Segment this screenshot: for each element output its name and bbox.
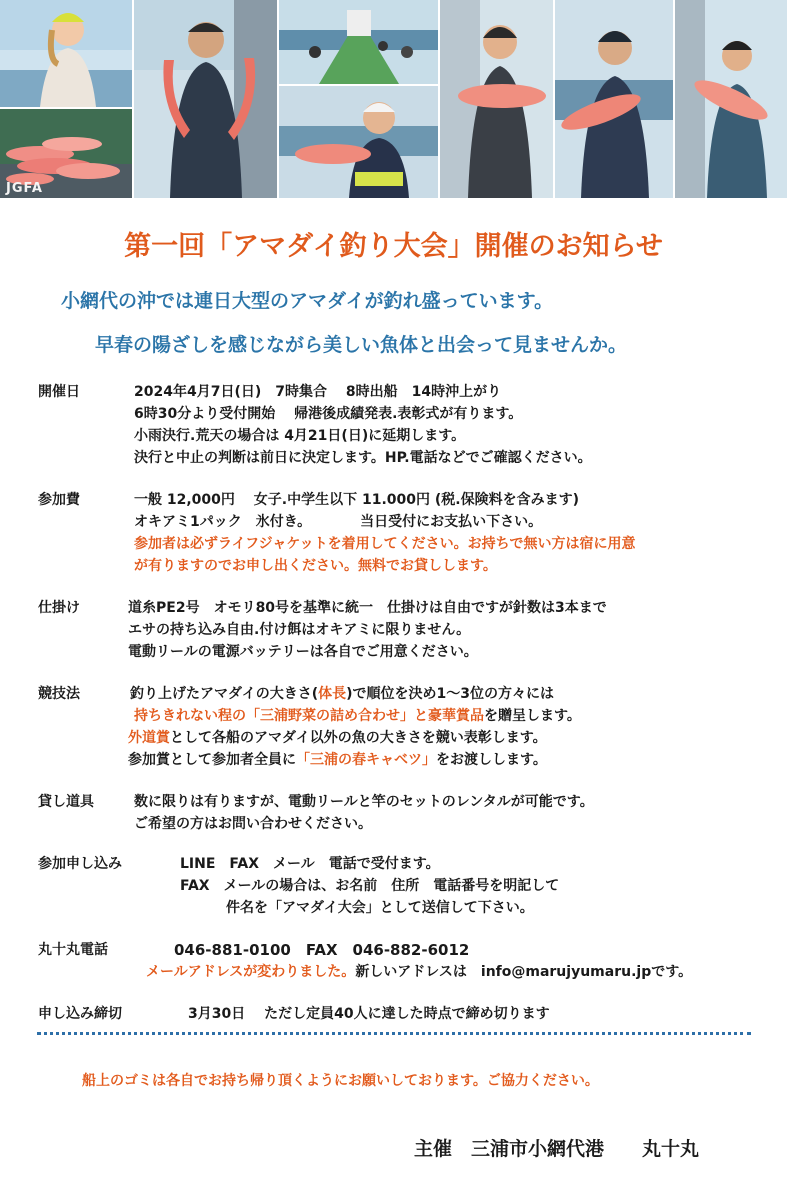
rules-highlight: 体長 xyxy=(318,686,347,702)
label-date: 開催日 xyxy=(38,384,80,400)
dotted-divider xyxy=(37,1032,751,1035)
tackle-line: エサの持ち込み自由.付け餌はオキアミに限りません。 xyxy=(128,622,471,638)
apply-line: 件名を「アマダイ大会」として送信して下さい。 xyxy=(226,900,534,916)
rules-line-4 xyxy=(128,750,547,770)
tackle-line: 電動リールの電源バッテリーは各自でご用意ください。 xyxy=(128,644,478,660)
photo-angler-man-two-fish xyxy=(134,0,277,198)
label-rental: 貸し道具 xyxy=(38,794,94,810)
phone-fax-numbers: 046-881-0100 FAX 046-882-6012 xyxy=(174,941,470,959)
rules-text: として各船のアマダイ以外の魚の大きさを競い表彰します。 xyxy=(170,730,547,746)
email-change-highlight: メールアドレスが変わりました。 xyxy=(146,964,356,980)
date-line: 小雨決行.荒天の場合は 4月21日(日)に延期します。 xyxy=(134,428,466,444)
photo-amadai-catch-pile xyxy=(0,109,132,198)
rules-text: 参加賞として参加者全員に xyxy=(128,752,296,768)
photo-boat-deck-anglers xyxy=(279,0,438,84)
rules-highlight: 外道賞 xyxy=(128,730,170,746)
date-line: 2024年4月7日(日) 7時集合 8時出船 14時沖上がり xyxy=(134,384,502,400)
rules-text: を贈呈します。 xyxy=(484,708,581,724)
rental-line: 数に限りは有りますが、電動リールと竿のセットのレンタルが可能です。 xyxy=(134,794,594,810)
label-tackle: 仕掛け xyxy=(38,600,80,616)
label-deadline: 申し込み締切 xyxy=(38,1006,122,1022)
page-title: 第一回「アマダイ釣り大会」開催のお知らせ xyxy=(124,231,663,262)
rules-text: 釣り上げたアマダイの大きさ( xyxy=(130,686,319,702)
photo-strip xyxy=(0,0,787,198)
fee-line: 一般 12,000円 女子.中学生以下 11.000円 (税.保険料を含みます) xyxy=(134,492,579,508)
date-line: 6時30分より受付開始 帰港後成績発表.表彰式が有ります。 xyxy=(134,406,523,422)
apply-line: FAX メールの場合は、お名前 住所 電話番号を明記して xyxy=(180,878,560,894)
rules-highlight: 持ちきれない程の「三浦野菜の詰め合わせ」と豪華賞品 xyxy=(134,708,484,724)
rules-text: をお渡しします。 xyxy=(436,752,547,768)
label-apply: 参加申し込み xyxy=(38,856,122,872)
photo-angler-woman-yellow-cap xyxy=(0,0,132,107)
rules-line-3 xyxy=(128,728,547,748)
rules-highlight: 「三浦の春キャベツ」 xyxy=(296,752,436,768)
life-jacket-notice: が有りますのでお申し出ください。無料でお貸しします。 xyxy=(134,558,497,574)
rules-line-1 xyxy=(130,684,554,704)
label-phone: 丸十丸電話 xyxy=(38,942,108,958)
watermark-jgfa: JGFA xyxy=(6,181,43,196)
rules-line-2 xyxy=(134,706,581,726)
photo-angler-man-black-cap xyxy=(555,0,673,198)
photo-angler-boy-fish xyxy=(675,0,787,198)
apply-line: LINE FAX メール 電話で受付ます。 xyxy=(180,856,440,872)
rules-text: )で順位を決め1～3位の方々には xyxy=(346,686,555,702)
label-fee: 参加費 xyxy=(38,492,80,508)
label-rules: 競技法 xyxy=(38,686,80,702)
tackle-line: 道糸PE2号 オモリ80号を基準に統一 仕掛けは自由ですが針数は3本まで xyxy=(128,600,607,616)
fee-line: オキアミ1パック 氷付き。 当日受付にお支払い下さい。 xyxy=(134,514,543,530)
photo-angler-woman-fish xyxy=(440,0,553,198)
lead-line-1: 小網代の沖では連日大型のアマダイが釣れ盛っています。 xyxy=(61,290,554,312)
date-line: 決行と中止の判断は前日に決定します。HP.電話などでご確認ください。 xyxy=(134,450,592,466)
email-change-notice xyxy=(146,962,692,982)
lead-line-2: 早春の陽ざしを感じながら美しい魚体と出会って見ませんか。 xyxy=(95,334,628,356)
deadline-line: 3月30日 ただし定員40人に達した時点で締め切ります xyxy=(188,1006,550,1022)
photo-angler-woman-white-cap xyxy=(279,86,438,198)
garbage-notice: 船上のゴミは各自でお持ち帰り頂くようにお願いしております。ご協力ください。 xyxy=(82,1073,599,1089)
life-jacket-notice: 参加者は必ずライフジャケットを着用してください。お持ちで無い方は宿に用意 xyxy=(134,536,636,552)
organizer: 主催 三浦市小網代港 丸十丸 xyxy=(414,1138,700,1160)
new-email-address: 新しいアドレスは info@marujyumaru.jpです。 xyxy=(355,964,693,980)
rental-line: ご希望の方はお問い合わせください。 xyxy=(134,816,372,832)
